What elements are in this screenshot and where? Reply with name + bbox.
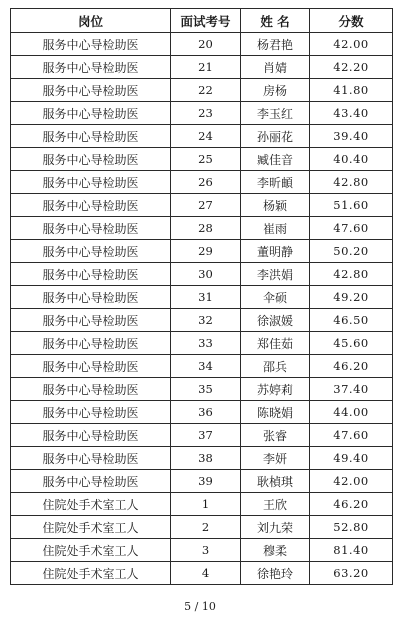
header-row (11, 9, 393, 33)
cell-score: 47.60 (310, 424, 393, 447)
cell-position: 服务中心导检助医 (11, 125, 171, 148)
cell-score: 45.60 (310, 332, 393, 355)
table-row (11, 516, 393, 539)
header-position: 岗位 (11, 9, 171, 33)
cell-name: 肖婧 (241, 56, 310, 79)
cell-position: 服务中心导检助医 (11, 79, 171, 102)
header-name: 姓 名 (241, 9, 310, 33)
cell-position: 服务中心导检助医 (11, 355, 171, 378)
cell-score: 37.40 (310, 378, 393, 401)
cell-name: 臧佳音 (241, 148, 310, 171)
table-row (11, 102, 393, 125)
table-row (11, 470, 393, 493)
table-row (11, 217, 393, 240)
cell-exam-no: 23 (171, 102, 241, 125)
table-row (11, 562, 393, 585)
cell-position: 服务中心导检助医 (11, 263, 171, 286)
table-row (11, 56, 393, 79)
cell-name: 陈晓娟 (241, 401, 310, 424)
cell-position: 服务中心导检助医 (11, 470, 171, 493)
table-row (11, 355, 393, 378)
cell-exam-no: 2 (171, 516, 241, 539)
cell-name: 张睿 (241, 424, 310, 447)
cell-position: 服务中心导检助医 (11, 240, 171, 263)
cell-exam-no: 3 (171, 539, 241, 562)
cell-exam-no: 33 (171, 332, 241, 355)
table-row (11, 493, 393, 516)
cell-score: 63.20 (310, 562, 393, 585)
cell-exam-no: 30 (171, 263, 241, 286)
cell-position: 服务中心导检助医 (11, 217, 171, 240)
cell-position: 服务中心导检助医 (11, 286, 171, 309)
cell-score: 42.00 (310, 33, 393, 56)
cell-name: 刘九荣 (241, 516, 310, 539)
cell-name: 苏婷莉 (241, 378, 310, 401)
cell-score: 44.00 (310, 401, 393, 424)
cell-exam-no: 38 (171, 447, 241, 470)
cell-position: 服务中心导检助医 (11, 102, 171, 125)
cell-score: 42.00 (310, 470, 393, 493)
cell-score: 47.60 (310, 217, 393, 240)
cell-name: 房杨 (241, 79, 310, 102)
cell-exam-no: 36 (171, 401, 241, 424)
table-row (11, 539, 393, 562)
cell-name: 徐艳玲 (241, 562, 310, 585)
cell-score: 46.50 (310, 309, 393, 332)
cell-exam-no: 4 (171, 562, 241, 585)
score-table (10, 8, 393, 585)
table-row (11, 240, 393, 263)
cell-position: 服务中心导检助医 (11, 401, 171, 424)
cell-score: 51.60 (310, 194, 393, 217)
cell-exam-no: 35 (171, 378, 241, 401)
table-row (11, 79, 393, 102)
cell-score: 81.40 (310, 539, 393, 562)
table-row (11, 447, 393, 470)
cell-name: 杨君艳 (241, 33, 310, 56)
cell-position: 住院处手术室工人 (11, 562, 171, 585)
table-body (11, 33, 393, 585)
table-row (11, 125, 393, 148)
cell-name: 邵兵 (241, 355, 310, 378)
cell-name: 郑佳茹 (241, 332, 310, 355)
cell-exam-no: 37 (171, 424, 241, 447)
table-row (11, 33, 393, 56)
cell-name: 王欣 (241, 493, 310, 516)
cell-exam-no: 27 (171, 194, 241, 217)
cell-exam-no: 21 (171, 56, 241, 79)
cell-score: 46.20 (310, 493, 393, 516)
cell-position: 服务中心导检助医 (11, 33, 171, 56)
cell-exam-no: 20 (171, 33, 241, 56)
cell-name: 李妍 (241, 447, 310, 470)
page-number: 5 / 10 (184, 600, 216, 613)
table-row (11, 263, 393, 286)
cell-position: 服务中心导检助医 (11, 171, 171, 194)
cell-name: 杨颖 (241, 194, 310, 217)
cell-position: 住院处手术室工人 (11, 493, 171, 516)
table-row (11, 401, 393, 424)
cell-score: 49.20 (310, 286, 393, 309)
cell-position: 服务中心导检助医 (11, 148, 171, 171)
cell-score: 41.80 (310, 79, 393, 102)
table-row (11, 332, 393, 355)
table-row (11, 309, 393, 332)
cell-exam-no: 31 (171, 286, 241, 309)
header-exam-no: 面试考号 (171, 9, 241, 33)
cell-exam-no: 1 (171, 493, 241, 516)
table-row (11, 171, 393, 194)
cell-exam-no: 22 (171, 79, 241, 102)
cell-name: 李洪娟 (241, 263, 310, 286)
cell-name: 徐淑媛 (241, 309, 310, 332)
cell-position: 服务中心导检助医 (11, 332, 171, 355)
cell-name: 董明静 (241, 240, 310, 263)
cell-position: 住院处手术室工人 (11, 516, 171, 539)
cell-score: 50.20 (310, 240, 393, 263)
cell-exam-no: 34 (171, 355, 241, 378)
cell-exam-no: 28 (171, 217, 241, 240)
cell-position: 服务中心导检助医 (11, 378, 171, 401)
cell-score: 42.80 (310, 171, 393, 194)
cell-exam-no: 26 (171, 171, 241, 194)
cell-name: 伞硕 (241, 286, 310, 309)
cell-score: 42.20 (310, 56, 393, 79)
cell-exam-no: 39 (171, 470, 241, 493)
cell-name: 崔雨 (241, 217, 310, 240)
cell-score: 39.40 (310, 125, 393, 148)
cell-exam-no: 32 (171, 309, 241, 332)
table-row (11, 194, 393, 217)
table-row (11, 286, 393, 309)
cell-position: 服务中心导检助医 (11, 309, 171, 332)
cell-position: 服务中心导检助医 (11, 424, 171, 447)
table-row (11, 424, 393, 447)
cell-score: 49.40 (310, 447, 393, 470)
cell-name: 李玉红 (241, 102, 310, 125)
cell-name: 李昕頔 (241, 171, 310, 194)
header-score: 分数 (310, 9, 393, 33)
cell-name: 穆柔 (241, 539, 310, 562)
cell-name: 耿楨琪 (241, 470, 310, 493)
cell-score: 43.40 (310, 102, 393, 125)
cell-position: 服务中心导检助医 (11, 56, 171, 79)
cell-score: 46.20 (310, 355, 393, 378)
cell-position: 服务中心导检助医 (11, 447, 171, 470)
cell-name: 孙丽花 (241, 125, 310, 148)
cell-exam-no: 25 (171, 148, 241, 171)
cell-position: 服务中心导检助医 (11, 194, 171, 217)
table-row (11, 378, 393, 401)
cell-position: 住院处手术室工人 (11, 539, 171, 562)
table-row (11, 148, 393, 171)
cell-exam-no: 29 (171, 240, 241, 263)
cell-score: 42.80 (310, 263, 393, 286)
cell-exam-no: 24 (171, 125, 241, 148)
cell-score: 52.80 (310, 516, 393, 539)
cell-score: 40.40 (310, 148, 393, 171)
